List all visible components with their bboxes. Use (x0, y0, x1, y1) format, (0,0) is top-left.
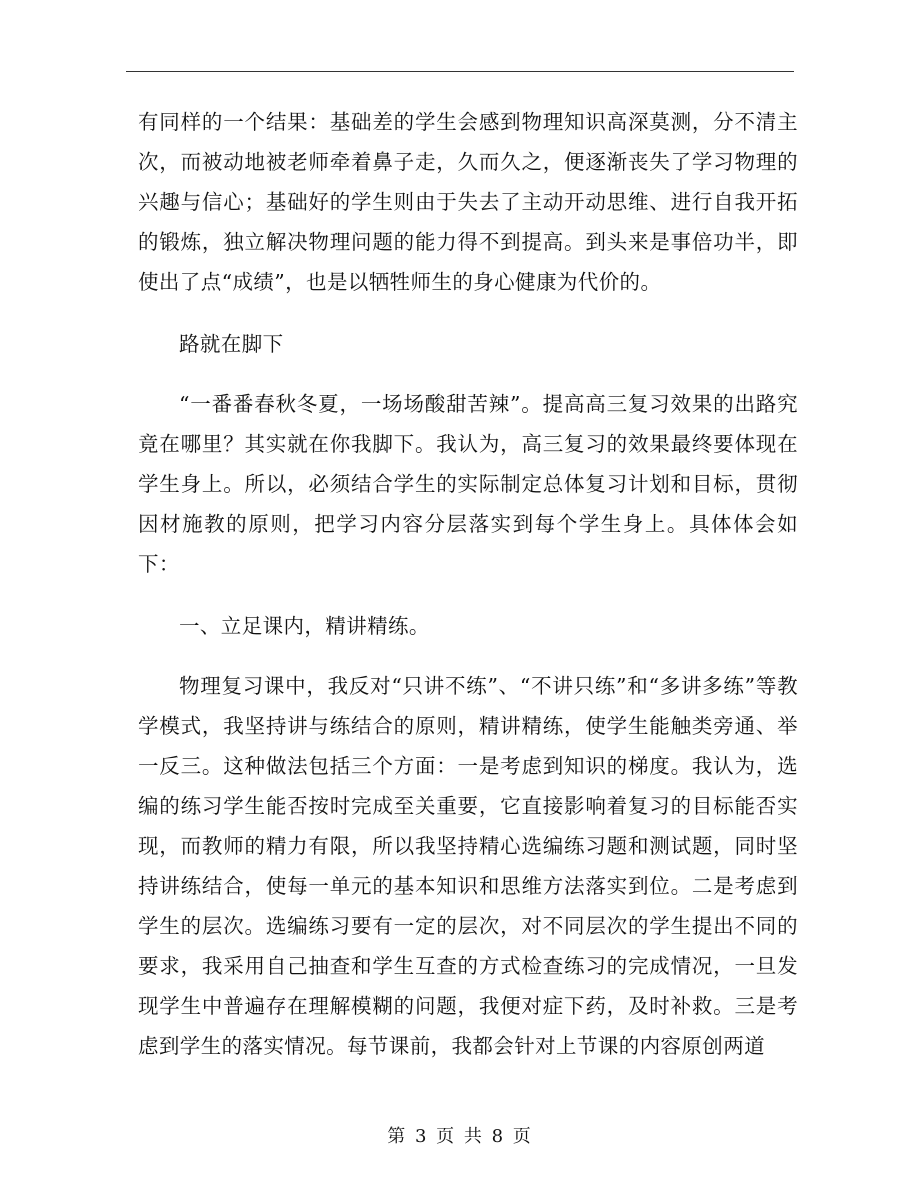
header-rule (126, 71, 794, 72)
section-heading-path: 路就在脚下 (179, 332, 284, 356)
paragraph-practice: 物理复习课中，我反对“只讲不练”、“不讲只练”和“多讲多练”等教学模式，我坚持讲与练结合的原则，精讲精练，使学生能触类旁通、举一反三。这种做法包括三个方面：一是考虑到知识的梯度。我认为，选编的练习学生能否按时完成至关重要，它直接影响着复习的目标能否实现，而教师的精力有限，所以我坚持精心选编练习题和测试题，同时坚持讲练结合，使每一单元的基本知识和思维方法落实到位。二是考虑到学生的层次。选编练习要有一定的层次，对不同层次的学生提出不同的要求，我采用自己抽查和学生互查的方式检查练习的完成情况，一旦发现学生中普遍存在理解模糊的问题，我便对症下药，及时补救。三是考虑到学生的落实情况。每节课前，我都会针对上节课的内容原创两道 (138, 674, 798, 1058)
paragraph-continuation: 有同样的一个结果：基础差的学生会感到物理知识高深莫测，分不清主次，而被动地被老师牵着鼻子走，久而久之，便逐渐丧失了学习物理的兴趣与信心；基础好的学生则由于失去了主动开动思维、进行自我开拓的锻炼，独立解决物理问题的能力得不到提高。到头来是事倍功半，即使出了点“成绩”，也是以牺牲师生的身心健康为代价的。 (138, 110, 798, 294)
paragraph-intro: “一番番春秋冬夏，一场场酸甜苦辣”。提高高三复习效果的出路究竟在哪里？其实就在你我脚下。我认为，高三复习的效果最终要体现在学生身上。所以，必须结合学生的实际制定总体复习计划和目标，贯彻因材施教的原则，把学习内容分层落实到每个学生身上。具体体会如下： (138, 392, 798, 576)
page-footer: 第 3 页 共 8 页 (387, 1126, 533, 1147)
section-heading-one: 一、立足课内，精讲精练。 (179, 614, 430, 638)
document-body (138, 102, 798, 1066)
